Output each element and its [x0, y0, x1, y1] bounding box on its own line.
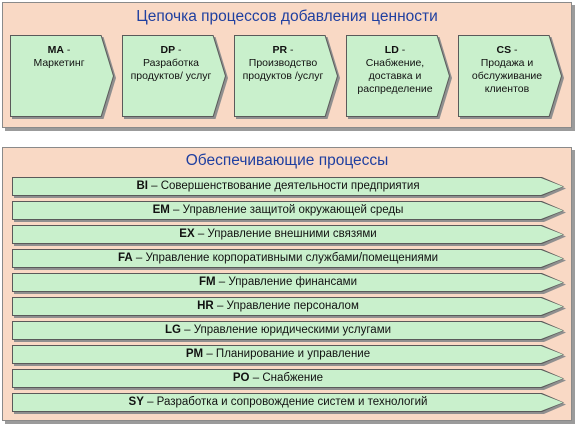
step-code: PR	[272, 44, 288, 56]
support-item-label: EM – Управление защитой окружающей среды	[152, 204, 404, 216]
support-item-label: PM – Планирование и управление	[185, 348, 371, 360]
value-chain-step-pr	[234, 35, 338, 117]
support-code: EX	[179, 228, 195, 240]
support-text: Управление корпоративными службами/помещениями	[145, 252, 439, 264]
support-item-label: PO – Снабжение	[232, 372, 324, 384]
step-label: LD - Снабжение, доставка и распределение	[357, 44, 433, 95]
support-item-ex	[12, 225, 564, 244]
support-item-lg	[12, 321, 564, 340]
support-code: BI	[136, 180, 148, 192]
support-item-po	[12, 369, 564, 388]
support-code: FM	[199, 276, 216, 288]
support-code: EM	[152, 204, 170, 216]
support-item-fa	[12, 249, 564, 268]
support-text: Управление персоналом	[226, 300, 359, 312]
value-chain-panel	[2, 2, 572, 128]
step-code: CS	[496, 44, 512, 56]
support-text: Управление внешними связями	[207, 228, 377, 240]
support-code: PM	[185, 348, 204, 360]
support-text: Совершенствование деятельности предприятия	[160, 180, 420, 192]
support-processes-title: Обеспечивающие процессы	[185, 152, 389, 169]
value-chain-title: Цепочка процессов добавления ценности	[136, 8, 438, 25]
support-text: Управление юридическими услугами	[193, 324, 392, 336]
step-text: Разработка продуктов/ услуг	[130, 57, 212, 82]
support-processes-panel	[2, 147, 572, 421]
step-label: DP - Разработка продуктов/ услуг	[130, 44, 212, 82]
value-chain-step-cs	[458, 35, 562, 117]
step-text: Снабжение, доставка и распределение	[357, 57, 433, 95]
support-item-label: EX – Управление внешними связями	[179, 228, 377, 240]
value-chain-step-dp	[122, 35, 226, 117]
support-item-label: FA – Управление корпоративными службами/помещениями	[117, 252, 439, 264]
support-item-hr	[12, 297, 564, 316]
support-item-bi	[12, 177, 564, 196]
support-item-label: SY – Разработка и сопровождение систем и технологий	[128, 396, 428, 408]
support-code: FA	[117, 252, 133, 264]
value-chain-step-ld	[346, 35, 450, 117]
support-code: SY	[128, 396, 144, 408]
support-code: LG	[164, 324, 181, 336]
step-code: MA	[47, 44, 64, 56]
support-item-pm	[12, 345, 564, 364]
support-code: HR	[197, 300, 214, 312]
support-item-em	[12, 201, 564, 220]
support-text: Планирование и управление	[215, 348, 371, 360]
step-text: Производство продуктов /услуг	[242, 57, 324, 82]
support-text: Снабжение	[262, 372, 324, 384]
step-code: LD	[384, 44, 399, 56]
support-item-label: BI – Совершенствование деятельности предприятия	[136, 180, 420, 192]
step-label: MA - Маркетинг	[33, 44, 85, 69]
support-text: Управление финансами	[228, 276, 357, 288]
step-label: CS - Продажа и обслуживание клиентов	[471, 44, 543, 95]
support-code: PO	[232, 372, 250, 384]
support-item-fm	[12, 273, 564, 292]
value-chain-steps	[3, 3, 571, 127]
support-text: Разработка и сопровождение систем и технологий	[156, 396, 428, 408]
value-chain-step-ma	[10, 35, 114, 117]
support-item-label: LG – Управление юридическими услугами	[164, 324, 392, 336]
support-text: Управление защитой окружающей среды	[182, 204, 404, 216]
support-item-label: FM – Управление финансами	[199, 276, 357, 288]
step-code: DP	[160, 44, 176, 56]
support-item-sy	[12, 393, 564, 412]
step-text: Продажа и обслуживание клиентов	[471, 57, 543, 95]
support-item-label: HR – Управление персоналом	[197, 300, 359, 312]
step-text: Маркетинг	[33, 57, 85, 69]
step-label: PR - Производство продуктов /услуг	[242, 44, 324, 82]
